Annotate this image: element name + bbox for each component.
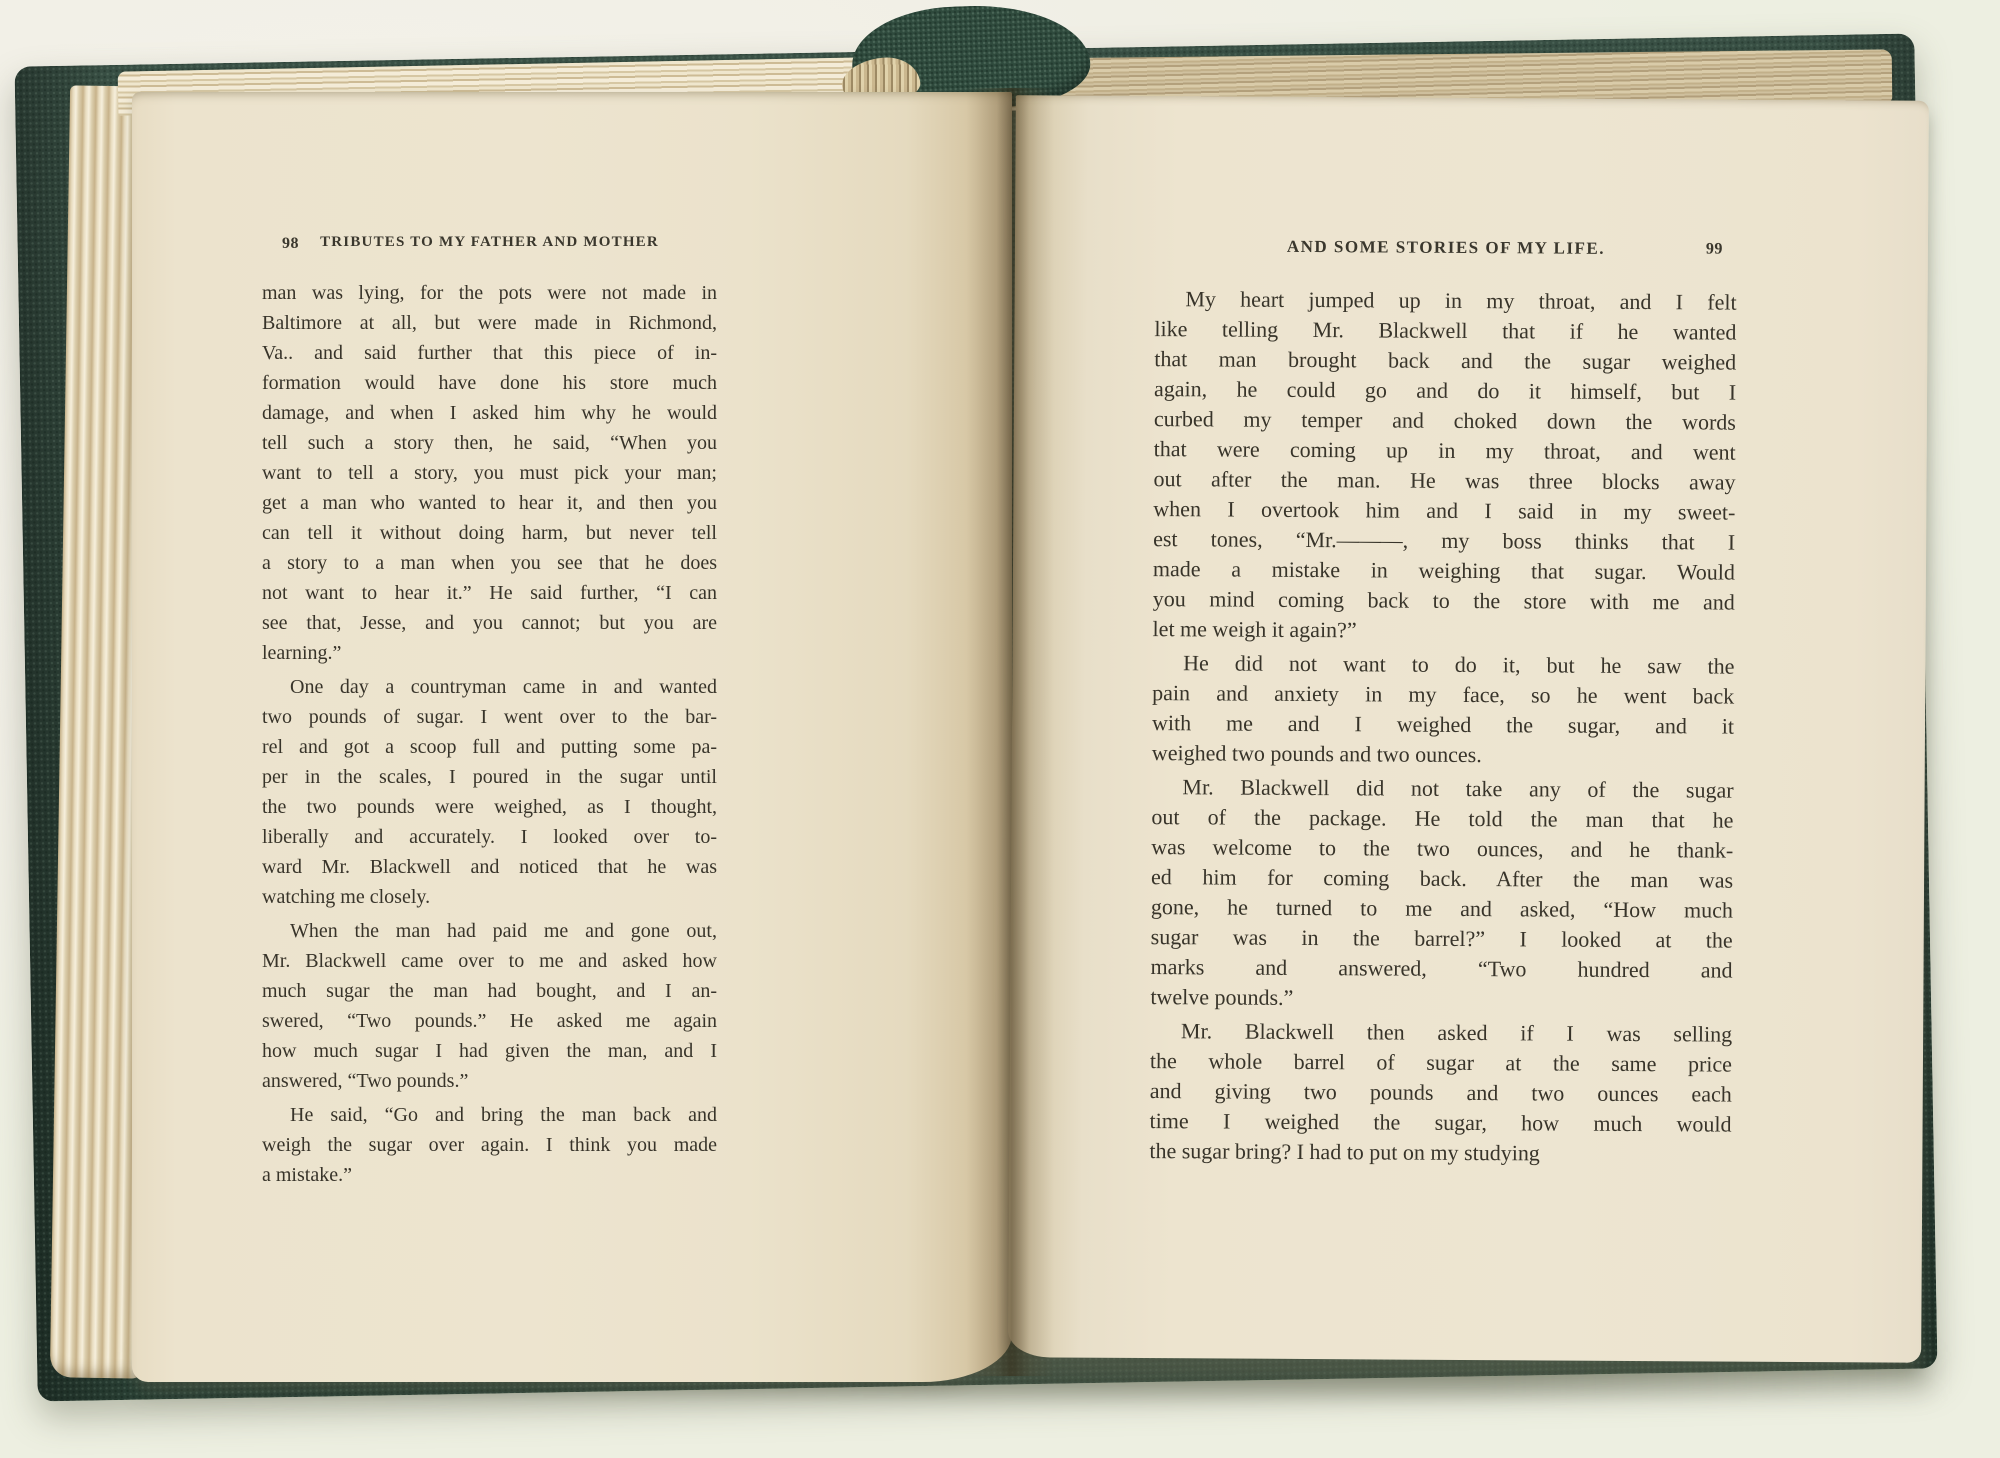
text-line: like telling Mr. Blackwell that if he wanted <box>1154 316 1737 345</box>
text-line: Baltimore at all, but were made in Richmond, <box>262 312 717 334</box>
text-line: When the man had paid me and gone out, <box>290 920 717 942</box>
text-block-left <box>262 278 717 1190</box>
text-line: a story to a man when you see that he does <box>262 552 717 574</box>
text-line: damage, and when I asked him why he would <box>262 402 717 424</box>
text-line: a mistake.” <box>262 1164 352 1186</box>
text-line: swered, “Two pounds.” He asked me again <box>262 1010 717 1032</box>
text-line: He did not want to do it, but he saw the <box>1183 650 1735 679</box>
running-title-right: AND SOME STORIES OF MY LIFE. <box>1286 236 1606 258</box>
page-number-right: 99 <box>1705 240 1723 258</box>
paragraph <box>262 278 717 668</box>
text-line: the two pounds were weighed, as I thought, <box>262 796 717 818</box>
text-line: get a man who wanted to hear it, and then you <box>262 492 717 514</box>
paragraph <box>262 916 717 1096</box>
text-line: time I weighed the sugar, how much would <box>1149 1108 1732 1137</box>
text-line: marks and answered, “Two hundred and <box>1150 954 1733 983</box>
text-line: est tones, “Mr.———, my boss thinks that I <box>1153 526 1736 555</box>
text-line: weigh the sugar over again. I think you made <box>262 1134 717 1156</box>
text-line: twelve pounds.” <box>1150 984 1294 1010</box>
text-line: learning.” <box>262 642 342 664</box>
running-head-left <box>262 234 717 260</box>
text-line: you mind coming back to the store with me and <box>1152 586 1735 615</box>
text-line: Va.. and said further that this piece of in- <box>262 342 717 364</box>
text-line: per in the scales, I poured in the sugar until <box>262 766 717 788</box>
text-line: want to tell a story, you must pick your man; <box>262 462 717 484</box>
text-line: the sugar bring? I had to put on my studying <box>1149 1138 1540 1166</box>
text-line: ed him for coming back. After the man was <box>1151 864 1734 893</box>
text-line: how much sugar I had given the man, and I <box>262 1040 717 1062</box>
text-block-right <box>1149 284 1736 1170</box>
text-line: and giving two pounds and two ounces each <box>1149 1078 1732 1107</box>
paragraph <box>262 1100 717 1190</box>
text-line: He said, “Go and bring the man back and <box>290 1104 717 1126</box>
text-line: with me and I weighed the sugar, and it <box>1151 710 1735 739</box>
right-page <box>1008 95 1929 1363</box>
text-line: not want to hear it.” He said further, “I can <box>262 582 717 604</box>
text-line: that were coming up in my throat, and went <box>1153 436 1736 465</box>
text-line: weighed two pounds and two ounces. <box>1151 740 1482 768</box>
text-line: Mr. Blackwell did not take any of the sugar <box>1182 774 1734 803</box>
paragraph <box>1152 648 1735 772</box>
text-line: pain and anxiety in my face, so he went back <box>1152 680 1735 709</box>
text-line: see that, Jesse, and you cannot; but you are <box>262 612 717 634</box>
text-line: Mr. Blackwell came over to me and asked how <box>262 950 717 972</box>
text-line: liberally and accurately. I looked over to- <box>262 826 717 848</box>
text-line: man was lying, for the pots were not made in <box>262 282 717 304</box>
text-line: the whole barrel of sugar at the same price <box>1149 1048 1733 1077</box>
text-line: made a mistake in weighing that sugar. Would <box>1152 556 1736 585</box>
text-line: two pounds of sugar. I went over to the bar- <box>262 706 717 728</box>
text-line: can tell it without doing harm, but never tell <box>262 522 717 544</box>
running-title-left: TRIBUTES TO MY FATHER AND MOTHER <box>320 234 659 250</box>
text-line: let me weigh it again?” <box>1152 616 1357 643</box>
paragraph <box>1150 772 1733 1016</box>
text-line: sugar was in the barrel?” I looked at the <box>1150 924 1733 953</box>
text-line: formation would have done his store much <box>262 372 717 394</box>
running-head-right <box>1155 236 1737 266</box>
text-line: much sugar the man had bought, and I an- <box>262 980 717 1002</box>
text-line: gone, he turned to me and asked, “How much <box>1150 894 1733 923</box>
left-page <box>132 92 1012 1382</box>
paragraph <box>1153 284 1737 648</box>
text-line: Mr. Blackwell then asked if I was selling <box>1180 1018 1733 1047</box>
text-line: answered, “Two pounds.” <box>262 1070 469 1092</box>
text-line: again, he could go and do it himself, but I <box>1153 376 1737 405</box>
text-line: watching me closely. <box>262 886 431 908</box>
text-line: rel and got a scoop full and putting some pa- <box>262 736 717 758</box>
text-line: out of the package. He told the man that he <box>1151 804 1734 833</box>
text-line: was welcome to the two ounces, and he thank- <box>1151 834 1734 863</box>
text-line: out after the man. He was three blocks away <box>1153 466 1736 495</box>
text-line: when I overtook him and I said in my sweet- <box>1153 496 1736 525</box>
paragraph <box>1149 1016 1732 1170</box>
paragraph <box>262 672 717 912</box>
text-line: curbed my temper and choked down the words <box>1153 406 1736 435</box>
text-line: One day a countryman came in and wanted <box>290 676 717 698</box>
text-line: My heart jumped up in my throat, and I felt <box>1185 286 1737 315</box>
text-line: ward Mr. Blackwell and noticed that he was <box>262 856 717 878</box>
text-line: tell such a story then, he said, “When you <box>262 432 717 454</box>
text-line: that man brought back and the sugar weighed <box>1154 346 1737 375</box>
page-number-left: 98 <box>282 235 299 252</box>
